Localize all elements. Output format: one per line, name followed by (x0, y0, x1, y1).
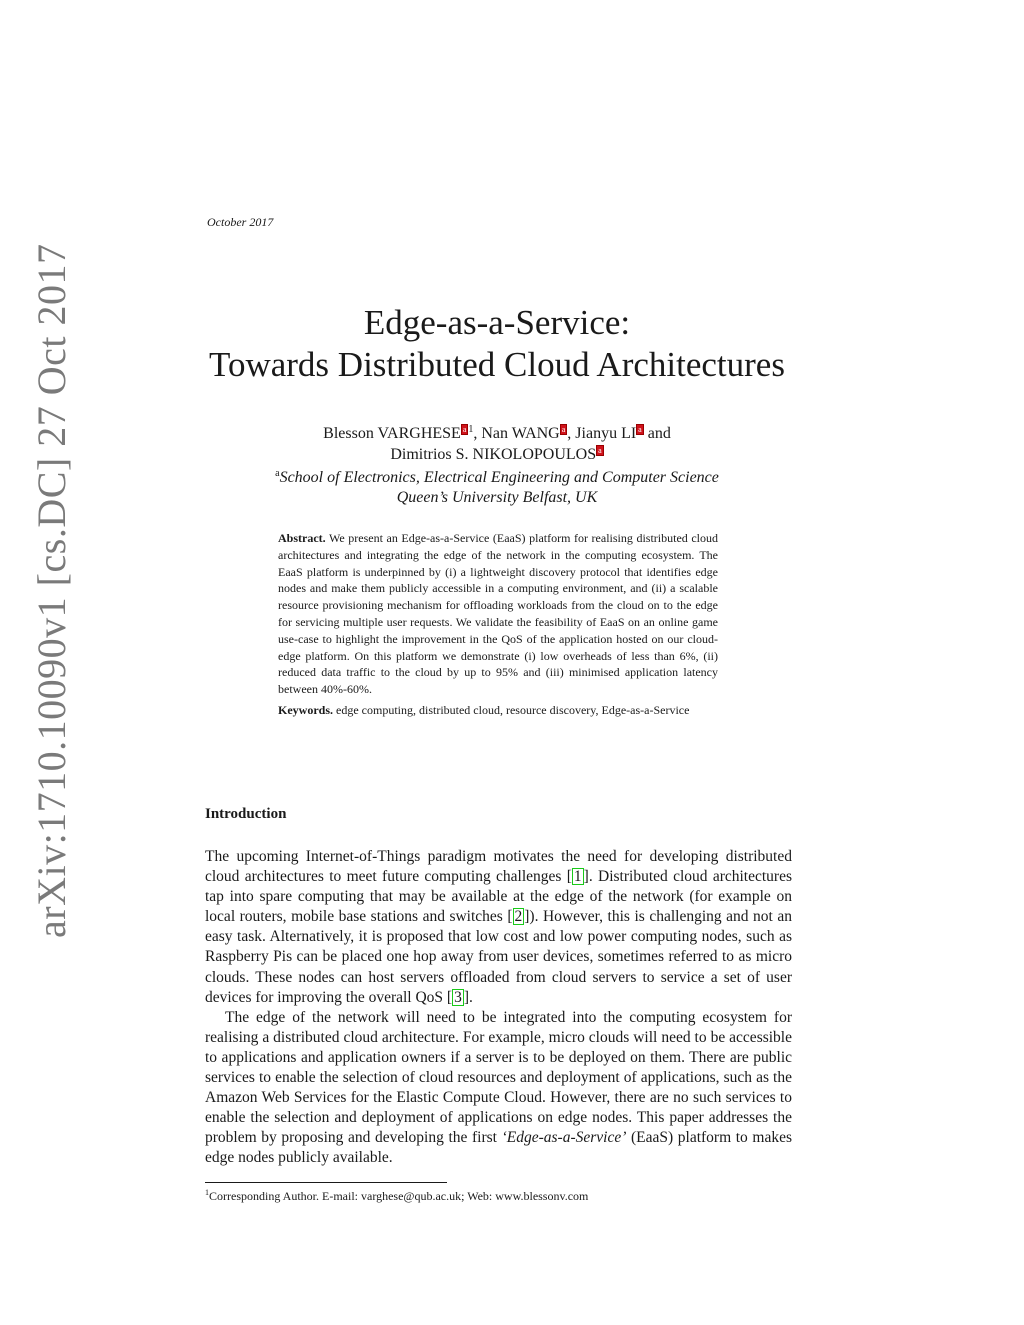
paragraph: The upcoming Internet-of-Things paradigm motivates the need for developing distributed cloud architectures to meet future computing challenges [ 1 ]. Distributed cloud architectures tap into spare computing that may be available at the edge of the network (for example on local routers, mobile base stations and switches [ 2 ]). However, this is challenging and not an easy task. Alternatively, it is proposed that low cost and low power computing nodes, such as Raspberry Pis can be placed one hop away from user devices, sometimes referred to as micro clouds. These nodes can host servers offloaded from cloud servers to service a set of user devices for improving the overall QoS [ 3 ]. (205, 848, 793, 1006)
citation-link[interactable]: 1 (573, 868, 582, 886)
abstract (278, 530, 718, 719)
arxiv-stamp: arXiv:1710.10090v1 [cs.DC] 27 Oct 2017 (29, 243, 74, 938)
author-conjunction: and (643, 425, 671, 442)
title-line-1: Edge-as-a-Service: (363, 303, 631, 342)
section-heading-introduction: Introduction (205, 806, 287, 822)
keywords-text: edge computing, distributed cloud, resource discovery, Edge-as-a-Service (336, 702, 690, 717)
citation-link[interactable]: 3 (454, 988, 462, 1006)
affiliation (150, 464, 844, 508)
paragraph: The edge of the network will need to be integrated into the computing ecosystem for realising a distributed cloud architecture. For example, micro clouds will need to be accessible to applications and application owners if a server is to be deployed on them. There are public services to enable the selection of cloud resources and deployment of applications, such as the Amazon Web Services for the Elastic Compute Cloud. However, there are no such services to enable the selection and deployment of applications on edge nodes. This paper addresses the problem by proposing and developing the first ‘Edge-as-a-Service’ (EaaS) platform to makes edge nodes publicly available. (205, 1008, 793, 1167)
abstract-text: We present an Edge-as-a-Service (EaaS) platform for realising distributed cloud architectures and integrating the edge of the network in the computing ecosystem. The EaaS platform is underpinned by (i) a lightweight discovery protocol that identifies edge nodes and make them publicly accessible in a computing environment, and (ii) a scalable resource provisioning mechanism for offloading workloads from the cloud on to the edge for servicing multiple user requests. We validate the feasibility of EaaS on an online game use-case to highlight the improvement in the QoS of the application hosted on our cloud-edge platform. On this platform we demonstrate (i) low overheads of less than 6%, (ii) reduced data traffic to the cloud by up to 95% and (iii) minimised application latency between 40%-60%. (278, 531, 718, 697)
date-label: October 2017 (207, 215, 274, 229)
citation-link[interactable]: 2 (514, 908, 523, 926)
introduction-body (205, 847, 792, 1169)
paper-title (150, 302, 844, 386)
footnote-mark[interactable]: 1 (468, 424, 474, 435)
title-line-2: Towards Distributed Cloud Architectures (209, 345, 785, 384)
affiliation-line-1: School of Electronics, Electrical Engineering and Computer Science (279, 469, 719, 486)
affiliation-mark: a (275, 468, 280, 479)
affiliation-link[interactable]: a (561, 425, 566, 434)
affiliation-line-2: Queen’s University Belfast, UK (396, 489, 598, 506)
author-list (150, 419, 844, 465)
affiliation-link[interactable]: a (598, 446, 602, 455)
author-name: Blesson VARGHESE (323, 425, 461, 442)
footnote-text: Corresponding Author. E-mail: varghese@qub.ac.uk; Web: www.blessonv.com (209, 1189, 589, 1203)
footnote (205, 1188, 588, 1204)
footnote-mark: 1 (205, 1188, 209, 1197)
author-name: , Nan WANG (473, 425, 560, 442)
author-name: , Jianyu LI (567, 425, 637, 442)
abstract-label: Abstract. (278, 531, 326, 545)
author-name: Dimitrios S. NIKOLOPOULOS (390, 446, 597, 463)
keywords-label: Keywords. (278, 702, 333, 717)
footnote-divider (205, 1182, 447, 1183)
affiliation-link[interactable]: a (638, 425, 642, 434)
affiliation-link[interactable]: a (462, 425, 467, 434)
